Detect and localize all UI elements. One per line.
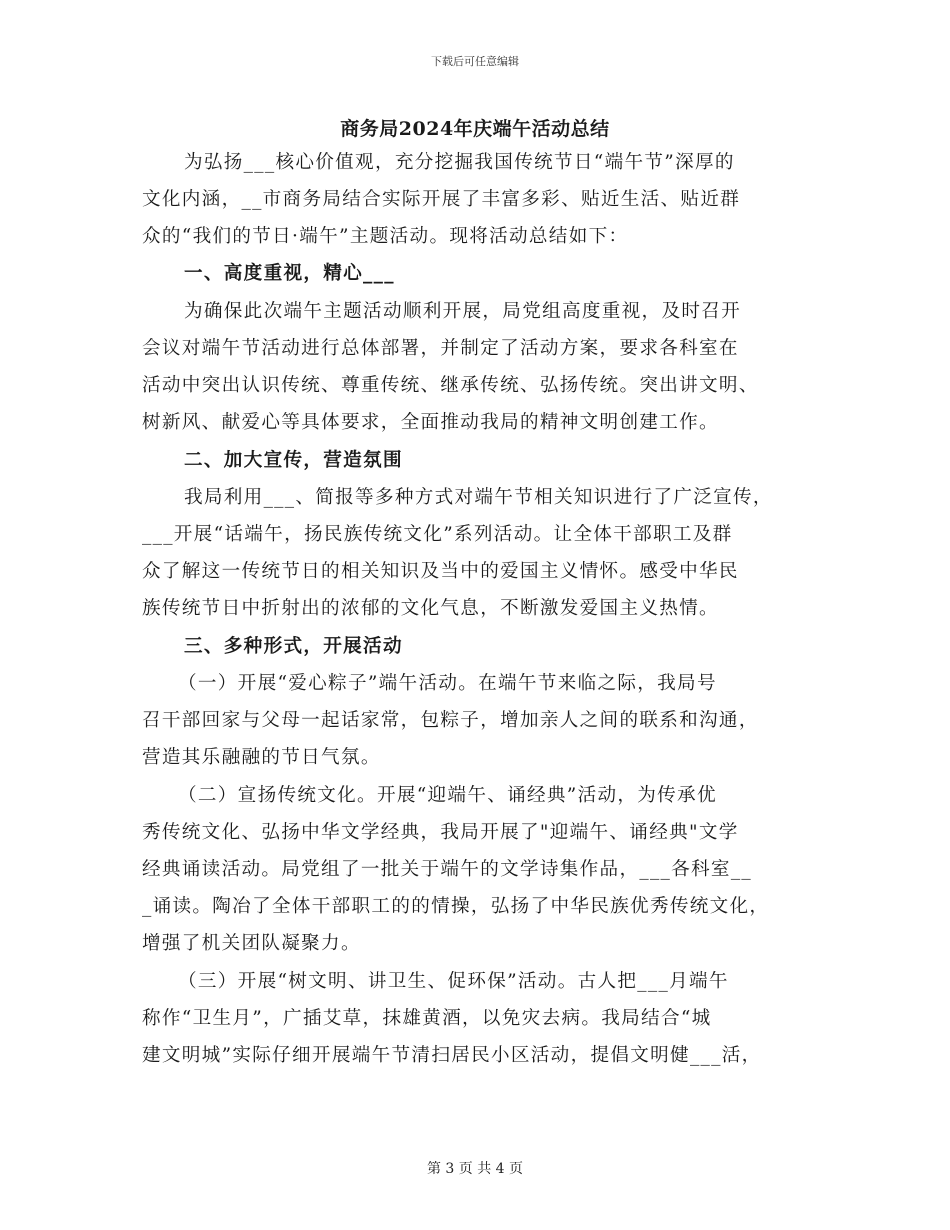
paragraph-line: 增强了机关团队凝聚力。 <box>142 933 361 954</box>
section-heading-3: 三、多种形式，开展活动 <box>184 636 403 657</box>
paragraph-line: 活动中突出认识传统、尊重传统、继承传统、弘扬传统。突出讲文明、 <box>142 375 759 396</box>
paragraph-line: 树新风、献爱心等具体要求，全面推动我局的精神文明创建工作。 <box>142 412 719 433</box>
paragraph-line: _诵读。陶冶了全体干部职工的的情操，弘扬了中华民族优秀传统文化， <box>142 896 770 917</box>
section-heading-2: 二、加大宣传，营造氛围 <box>184 450 403 471</box>
document-title: 商务局2024年庆端午活动总结 <box>340 118 610 140</box>
paragraph-line: 会议对端午节活动进行总体部署，并制定了活动方案，要求各科室在 <box>142 338 739 359</box>
paragraph-line: （二）宣扬传统文化。开展“迎端午、诵经典”活动，为传承优 <box>178 785 717 806</box>
paragraph-line: ___开展“话端午，扬民族传统文化”系列活动。让全体干部职工及群 <box>142 524 733 545</box>
paragraph-line: 为确保此次端午主题活动顺利开展，局党组高度重视，及时召开 <box>184 301 742 322</box>
paragraph-line: （一）开展“爱心粽子”端午活动。在端午节来临之际，我局号 <box>178 673 717 694</box>
page-number-footer: 第 3 页 共 4 页 <box>426 1161 524 1177</box>
paragraph-line: 众了解这一传统节日的相关知识及当中的爱国主义情怀。感受中华民 <box>142 561 739 582</box>
paragraph-line: 召干部回家与父母一起话家常，包粽子，增加亲人之间的联系和沟通， <box>142 710 759 731</box>
paragraph-line: 建文明城”实际仔细开展端午节清扫居民小区活动，提倡文明健___活， <box>142 1045 762 1066</box>
paragraph-line: 众的“我们的节日·端午”主题活动。现将活动总结如下： <box>142 226 629 247</box>
paragraph-line: （三）开展“树文明、讲卫生、促环保”活动。古人把___月端午 <box>178 971 729 992</box>
paragraph-line: 为弘扬___核心价值观，充分挖掘我国传统节日“端午节”深厚的 <box>184 152 735 173</box>
paragraph-line: 称作“卫生月”，广插艾草，抹雄黄酒，以免灾去病。我局结合“城 <box>142 1008 712 1029</box>
paragraph-line: 营造其乐融融的节日气氛。 <box>142 747 381 768</box>
paragraph-line: 秀传统文化、弘扬中华文学经典，我局开展了"迎端午、诵经典"文学 <box>142 822 739 843</box>
section-heading-1: 一、高度重视，精心___ <box>184 263 395 284</box>
paragraph-line: 我局利用___、简报等多种方式对端午节相关知识进行了广泛宣传， <box>184 487 773 508</box>
paragraph-line: 经典诵读活动。局党组了一批关于端午的文学诗集作品，___各科室__ <box>142 859 753 880</box>
page-header: 下载后可任意编辑 <box>431 55 519 68</box>
paragraph-line: 族传统节日中折射出的浓郁的文化气息，不断激发爱国主义热情。 <box>142 598 719 619</box>
paragraph-line: 文化内涵，__市商务局结合实际开展了丰富多彩、贴近生活、贴近群 <box>142 189 741 210</box>
